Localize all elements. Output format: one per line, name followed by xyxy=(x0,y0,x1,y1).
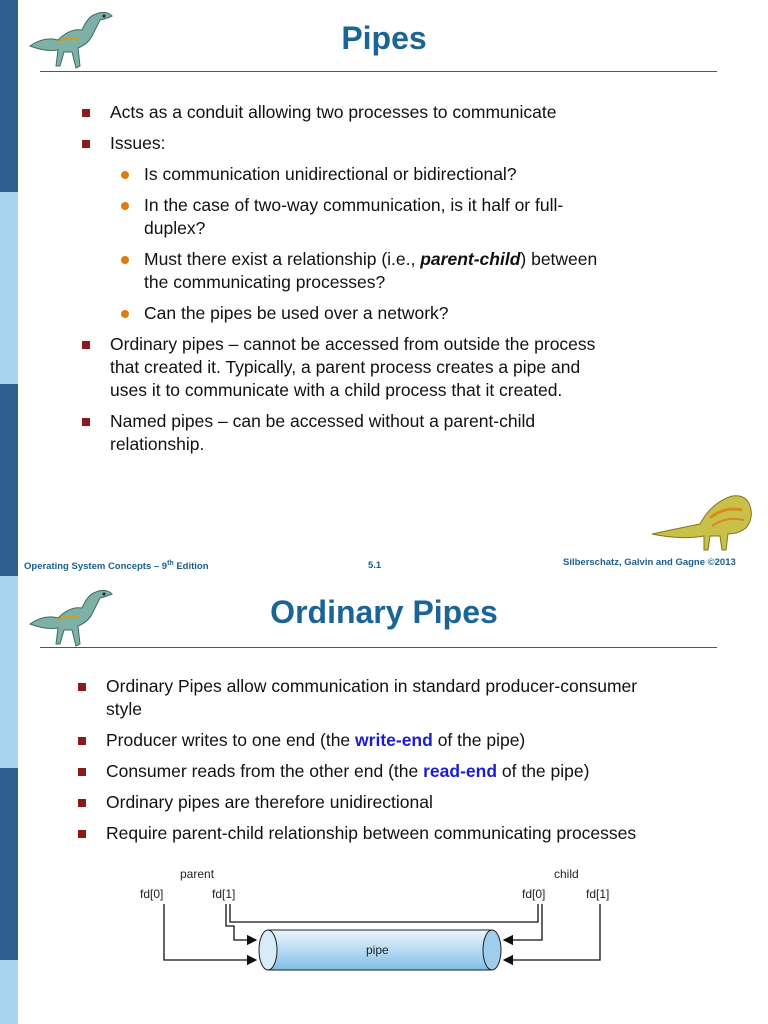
square-bullet-icon xyxy=(78,768,86,776)
sub-bullet-text: In the case of two-way communication, is it half or full- xyxy=(144,195,564,215)
bullet-text: uses it to communicate with a child process that it created. xyxy=(110,380,563,400)
pipe-end-right xyxy=(483,930,501,970)
text-run: Producer writes to one end (the xyxy=(106,730,356,750)
parent-read-arrow xyxy=(164,904,256,960)
dinosaur-logo-icon xyxy=(650,488,762,554)
text-run: of the pipe) xyxy=(432,730,526,750)
pipe-label: pipe xyxy=(366,943,389,957)
bullet-text xyxy=(106,760,589,783)
emphasis-text: parent-child xyxy=(420,249,521,269)
round-bullet-icon xyxy=(121,171,129,179)
bullet-text: relationship. xyxy=(110,434,205,454)
sub-bullet-text: Can the pipes be used over a network? xyxy=(144,303,449,323)
text-run: th xyxy=(167,560,174,567)
bullet-text: style xyxy=(106,699,142,719)
bullet-text xyxy=(110,410,535,433)
square-bullet-icon xyxy=(82,341,90,349)
title-divider xyxy=(40,71,717,72)
emphasis-text: read-end xyxy=(423,761,498,781)
bullet-text: Require parent-child relationship between communicating processes xyxy=(106,823,637,843)
text-run: can be accessed without a parent-child xyxy=(227,411,536,431)
child-label: child xyxy=(554,867,579,881)
pipe-end-left xyxy=(259,930,277,970)
text-run: of the pipe) xyxy=(497,761,590,781)
bullet-text xyxy=(106,729,525,752)
bullet-text: Acts as a conduit allowing two processes to communicate xyxy=(110,102,557,122)
text-run: Named pipes – xyxy=(110,411,228,431)
title-divider xyxy=(40,647,717,648)
page-number: 5.1 xyxy=(368,560,382,571)
child-fd0-label: fd[0] xyxy=(522,887,546,901)
slide-title: Ordinary Pipes xyxy=(270,594,498,630)
text-run: cannot be accessed from outside the process xyxy=(238,334,596,354)
text-run: Operating System Concepts – 9 xyxy=(24,561,168,573)
round-bullet-icon xyxy=(121,310,129,318)
square-bullet-icon xyxy=(78,799,86,807)
parent-fd0-label: fd[0] xyxy=(140,887,164,901)
square-bullet-icon xyxy=(78,683,86,691)
round-bullet-icon xyxy=(121,202,129,210)
text-run: Must there exist a relationship (i.e., xyxy=(144,249,421,269)
footer-authors: Silberschatz, Galvin and Gagne ©2013 xyxy=(563,557,736,568)
parent-fd1-label: fd[1] xyxy=(212,887,236,901)
bullet-text: that created it. Typically, a parent process creates a pipe and xyxy=(110,357,581,377)
bullet-text: Ordinary pipes are therefore unidirectional xyxy=(106,792,433,812)
square-bullet-icon xyxy=(78,830,86,838)
sub-bullet-text: Is communication unidirectional or bidirectional? xyxy=(144,164,517,184)
sub-bullet-text xyxy=(144,248,597,271)
text-run: ) between xyxy=(520,249,598,269)
sub-bullet-text: duplex? xyxy=(144,218,206,238)
parent-label: parent xyxy=(180,867,215,881)
square-bullet-icon xyxy=(78,737,86,745)
bullet-text: Issues: xyxy=(110,133,166,153)
child-write-arrow xyxy=(504,904,600,960)
bullet-text: Ordinary Pipes allow communication in standard producer-consumer xyxy=(106,676,638,696)
footer-book xyxy=(24,560,209,572)
child-fd1-label: fd[1] xyxy=(586,887,610,901)
text-run: Consumer reads from the other end (the xyxy=(106,761,424,781)
slide-title: Pipes xyxy=(341,20,427,56)
square-bullet-icon xyxy=(82,418,90,426)
text-run: Ordinary pipes – xyxy=(110,334,239,354)
pipe-diagram xyxy=(130,864,630,994)
round-bullet-icon xyxy=(121,256,129,264)
sub-bullet-text: the communicating processes? xyxy=(144,272,386,292)
text-run: Edition xyxy=(173,561,209,573)
slide-ordinary-pipes xyxy=(0,580,768,1024)
parent-write-line xyxy=(230,904,538,922)
square-bullet-icon xyxy=(82,140,90,148)
bullet-text xyxy=(110,333,595,356)
emphasis-text: write-end xyxy=(355,730,433,750)
square-bullet-icon xyxy=(82,109,90,117)
